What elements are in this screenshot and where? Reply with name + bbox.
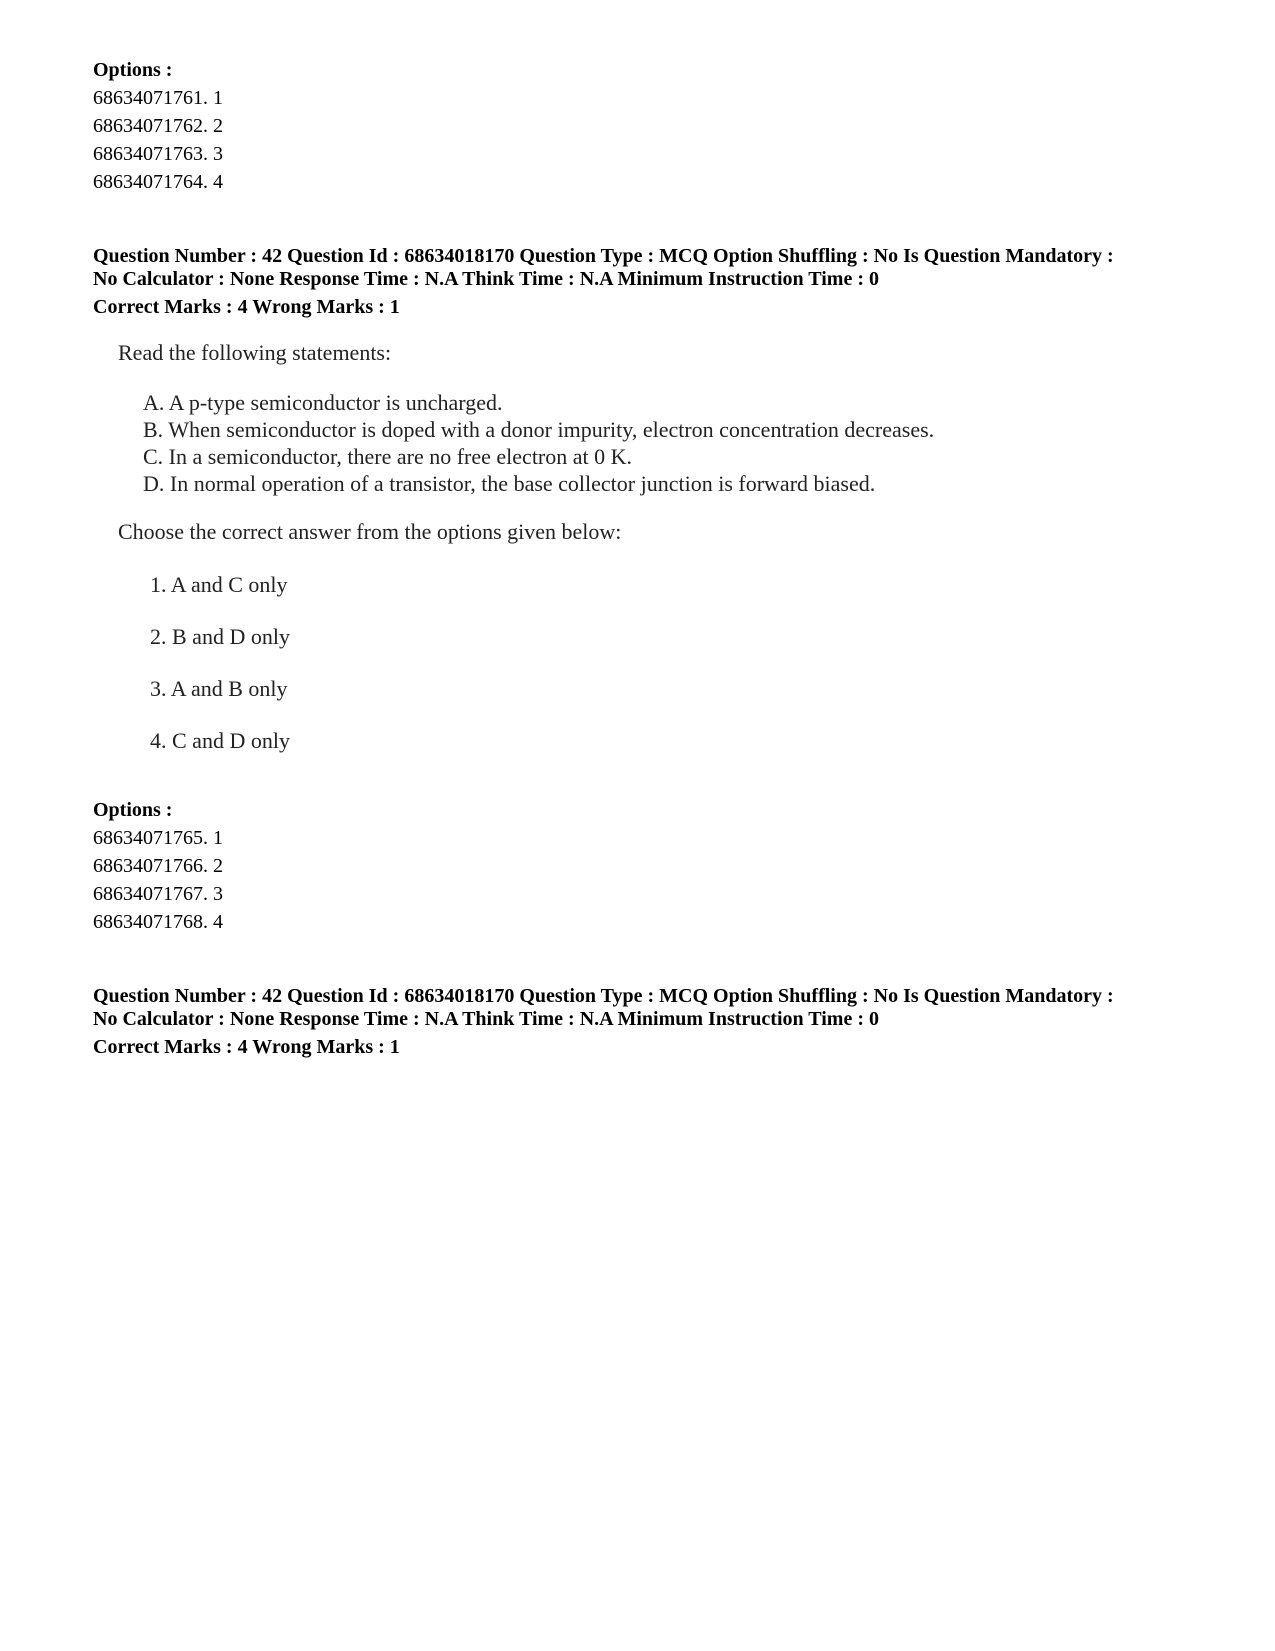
answer-choice: 3. A and B only xyxy=(150,676,288,701)
option-item: 68634071768. 4 xyxy=(93,911,223,933)
option-item: 68634071761. 1 xyxy=(93,87,223,109)
options-heading: Options : xyxy=(93,799,173,821)
question-intro: Read the following statements: xyxy=(118,340,392,365)
question-meta-line: No Calculator : None Response Time : N.A Think Time : N.A Minimum Instruction Time : 0 xyxy=(93,268,879,290)
statement-b: B. When semiconductor is doped with a donor impurity, electron concentration decreases. xyxy=(143,417,935,442)
option-item: 68634071762. 2 xyxy=(93,115,223,137)
options-heading: Options : xyxy=(93,59,173,81)
answer-choice: 4. C and D only xyxy=(150,728,290,753)
marks-line: Correct Marks : 4 Wrong Marks : 1 xyxy=(93,296,400,318)
option-item: 68634071765. 1 xyxy=(93,827,223,849)
question-meta-line: No Calculator : None Response Time : N.A Think Time : N.A Minimum Instruction Time : 0 xyxy=(93,1008,879,1030)
answer-choice: 2. B and D only xyxy=(150,624,290,649)
option-item: 68634071764. 4 xyxy=(93,171,223,193)
marks-line: Correct Marks : 4 Wrong Marks : 1 xyxy=(93,1036,400,1058)
question-prompt: Choose the correct answer from the options given below: xyxy=(118,519,622,544)
statement-a: A. A p-type semiconductor is uncharged. xyxy=(143,390,503,415)
statement-d: D. In normal operation of a transistor, the base collector junction is forward biased. xyxy=(143,471,876,496)
option-item: 68634071766. 2 xyxy=(93,855,223,877)
question-image xyxy=(110,340,1010,795)
statement-c: C. In a semiconductor, there are no free electron at 0 K. xyxy=(143,444,633,469)
option-item: 68634071763. 3 xyxy=(93,143,223,165)
answer-choice: 1. A and C only xyxy=(150,572,288,597)
option-item: 68634071767. 3 xyxy=(93,883,223,905)
question-meta-line: Question Number : 42 Question Id : 68634018170 Question Type : MCQ Option Shuffling : No Is Question Mandatory : xyxy=(93,245,1114,267)
question-meta-line: Question Number : 42 Question Id : 68634018170 Question Type : MCQ Option Shuffling : No Is Question Mandatory : xyxy=(93,985,1114,1007)
